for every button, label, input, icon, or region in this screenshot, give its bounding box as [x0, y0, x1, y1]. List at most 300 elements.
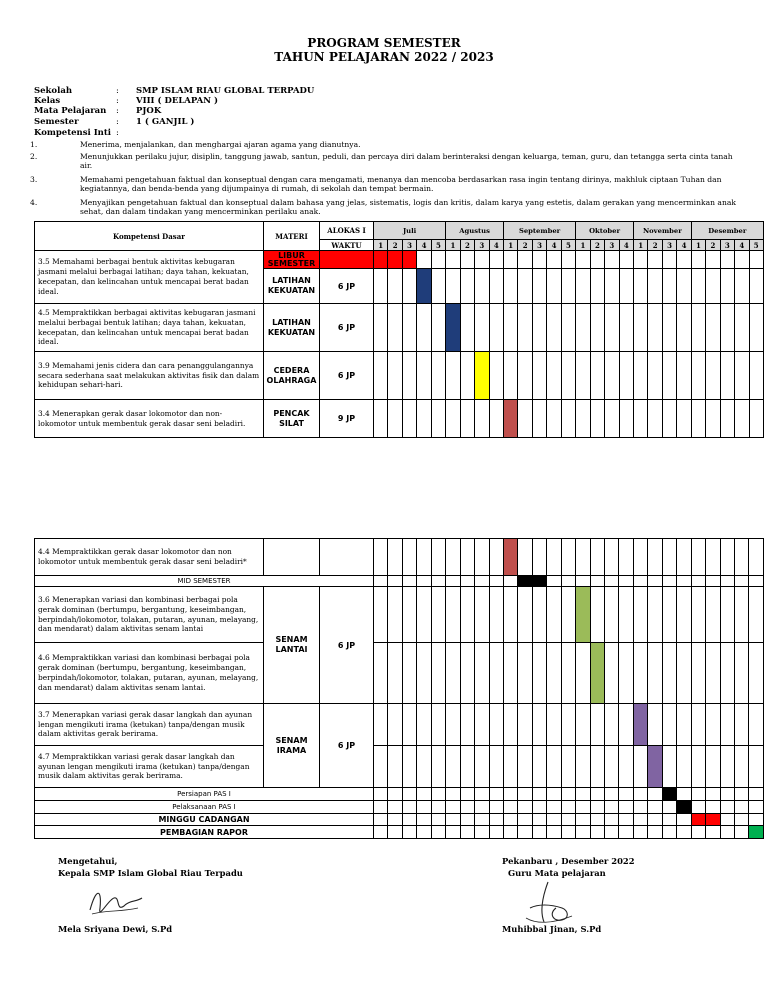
week-cell: [532, 788, 546, 801]
week-cell: [677, 251, 691, 269]
week-cell: [691, 539, 705, 576]
week-cell: [561, 304, 575, 352]
week-header: 2: [460, 240, 474, 251]
table-row: [35, 400, 764, 438]
week-cell: [475, 352, 489, 400]
week-cell: [431, 400, 445, 438]
alokasi-cell: [320, 539, 374, 576]
signature-right: [518, 878, 578, 928]
week-cell: [475, 539, 489, 576]
week-cell: [720, 269, 734, 304]
week-header: 1: [374, 240, 388, 251]
week-header: 4: [619, 240, 633, 251]
week-cell: [518, 251, 532, 269]
week-cell: [561, 539, 575, 576]
kd-cell: 4.7 Mempraktikkan variasi gerak dasar langkah dan ayunan lengan mengikuti irama (ketukan) tanpa/dengan musik dalam aktivitas gerak berirama.: [35, 746, 264, 788]
week-cell: [388, 251, 402, 269]
week-cell: [734, 788, 748, 801]
alokasi-cell: 9 JP: [320, 400, 374, 438]
week-cell: [677, 746, 691, 788]
week-cell: [735, 400, 749, 438]
week-cell: [547, 801, 561, 814]
week-cell: [677, 643, 691, 704]
week-cell: [503, 704, 517, 746]
info-subject: Mata Pelajaran : PJOK: [34, 106, 162, 116]
week-cell: [662, 400, 676, 438]
week-cell: [402, 400, 416, 438]
week-cell: [749, 251, 763, 269]
week-cell: [619, 801, 633, 814]
week-cell: [489, 251, 503, 269]
week-cell: [734, 826, 748, 839]
week-cell: [532, 704, 546, 746]
week-cell: [547, 704, 561, 746]
week-cell: [677, 801, 691, 814]
week-cell: [489, 576, 503, 587]
week-cell: [460, 704, 474, 746]
week-cell: [576, 576, 590, 587]
week-cell: [734, 539, 748, 576]
week-cell: [460, 269, 474, 304]
table-row: [35, 826, 764, 839]
week-cell: [749, 269, 763, 304]
week-cell: [677, 269, 691, 304]
kd-cell: 4.5 Mempraktikkan berbagai aktivitas kebugaran jasmani melalui berbagai bentuk latihan; daya tahan, kekuatan, kecepatan, dan kelincahan untuk mencapai berat badan ideal.: [35, 304, 264, 352]
week-cell: [633, 801, 647, 814]
week-cell: [460, 400, 474, 438]
week-cell: [706, 826, 720, 839]
week-cell: [749, 788, 763, 801]
week-cell: [417, 304, 431, 352]
week-cell: [648, 801, 662, 814]
week-cell: [503, 539, 517, 576]
week-cell: [547, 400, 561, 438]
week-cell: [590, 788, 604, 801]
week-cell: [460, 746, 474, 788]
libur-alokasi-cell: [320, 251, 374, 269]
libur-semester-cell: LIBUR SEMESTER: [264, 251, 320, 269]
week-cell: [431, 826, 445, 839]
week-cell: [460, 539, 474, 576]
week-cell: [388, 746, 402, 788]
week-cell: [475, 587, 489, 643]
week-cell: [706, 814, 720, 826]
week-cell: [503, 746, 517, 788]
week-cell: [677, 587, 691, 643]
week-cell: [446, 269, 460, 304]
week-header: 2: [388, 240, 402, 251]
week-cell: [561, 352, 575, 400]
week-cell: [619, 400, 633, 438]
week-cell: [619, 704, 633, 746]
table-row: [35, 746, 764, 788]
week-cell: [374, 826, 388, 839]
week-cell: [460, 587, 474, 643]
week-cell: [677, 788, 691, 801]
week-cell: [374, 704, 388, 746]
week-cell: [619, 251, 633, 269]
minggu-cadangan-label: MINGGU CADANGAN: [35, 814, 374, 826]
week-cell: [576, 788, 590, 801]
week-header: 3: [662, 240, 676, 251]
week-cell: [489, 814, 503, 826]
week-cell: [648, 746, 662, 788]
week-cell: [417, 826, 431, 839]
week-cell: [518, 826, 532, 839]
week-cell: [388, 304, 402, 352]
week-cell: [475, 704, 489, 746]
week-cell: [431, 304, 445, 352]
week-cell: [532, 352, 546, 400]
week-cell: [503, 269, 517, 304]
week-cell: [720, 400, 734, 438]
week-cell: [417, 352, 431, 400]
kd-cell: 4.4 Mempraktikkan gerak dasar lokomotor dan non lokomotor untuk membentuk gerak dasar seni beladiri*: [35, 539, 264, 576]
table-row: [35, 814, 764, 826]
week-cell: [374, 814, 388, 826]
week-cell: [374, 539, 388, 576]
month-agustus: Agustus: [446, 222, 504, 240]
week-header: 2: [590, 240, 604, 251]
week-cell: [446, 587, 460, 643]
week-cell: [561, 587, 575, 643]
table-row: [35, 801, 764, 814]
week-cell: [648, 788, 662, 801]
week-cell: [446, 251, 460, 269]
week-cell: [402, 576, 416, 587]
week-cell: [388, 801, 402, 814]
materi-cell: LATIHAN KEKUATAN: [264, 304, 320, 352]
week-cell: [720, 801, 734, 814]
week-cell: [633, 539, 647, 576]
week-cell: [402, 801, 416, 814]
week-cell: [417, 539, 431, 576]
week-cell: [590, 304, 604, 352]
week-header: 4: [417, 240, 431, 251]
week-cell: [662, 269, 676, 304]
week-cell: [489, 746, 503, 788]
week-cell: [489, 643, 503, 704]
week-cell: [706, 352, 720, 400]
week-cell: [648, 826, 662, 839]
week-cell: [388, 643, 402, 704]
week-cell: [547, 788, 561, 801]
week-cell: [648, 539, 662, 576]
alokasi-cell: 6 JP: [320, 269, 374, 304]
week-cell: [605, 704, 619, 746]
week-cell: [489, 539, 503, 576]
week-cell: [431, 587, 445, 643]
week-cell: [402, 587, 416, 643]
week-cell: [532, 251, 546, 269]
week-cell: [374, 251, 388, 269]
week-header: 2: [706, 240, 720, 251]
week-cell: [677, 814, 691, 826]
week-cell: [518, 576, 532, 587]
week-cell: [388, 587, 402, 643]
week-cell: [648, 352, 662, 400]
week-cell: [503, 788, 517, 801]
month-oktober: Oktober: [576, 222, 634, 240]
week-cell: [720, 814, 734, 826]
week-cell: [446, 539, 460, 576]
week-cell: [734, 746, 748, 788]
week-cell: [735, 352, 749, 400]
week-cell: [619, 352, 633, 400]
week-cell: [561, 801, 575, 814]
week-cell: [532, 643, 546, 704]
week-cell: [576, 400, 590, 438]
week-cell: [561, 269, 575, 304]
week-cell: [691, 304, 705, 352]
week-cell: [489, 269, 503, 304]
week-cell: [374, 801, 388, 814]
week-cell: [691, 576, 705, 587]
week-cell: [431, 269, 445, 304]
week-cell: [720, 304, 734, 352]
week-cell: [576, 352, 590, 400]
week-cell: [648, 587, 662, 643]
week-cell: [720, 539, 734, 576]
week-cell: [706, 400, 720, 438]
week-cell: [662, 304, 676, 352]
week-cell: [547, 587, 561, 643]
table-row: [35, 643, 764, 704]
week-header: 2: [648, 240, 662, 251]
week-cell: [388, 352, 402, 400]
week-cell: [619, 826, 633, 839]
week-cell: [489, 788, 503, 801]
week-cell: [503, 352, 517, 400]
week-cell: [691, 251, 705, 269]
week-header: 5: [431, 240, 445, 251]
month-september: September: [503, 222, 575, 240]
week-cell: [734, 814, 748, 826]
week-cell: [489, 704, 503, 746]
week-cell: [503, 576, 517, 587]
week-cell: [503, 643, 517, 704]
week-cell: [446, 400, 460, 438]
week-cell: [691, 826, 705, 839]
alokasi-cell: 6 JP: [320, 352, 374, 400]
week-cell: [634, 269, 648, 304]
week-cell: [518, 269, 532, 304]
week-cell: [749, 704, 763, 746]
week-cell: [518, 304, 532, 352]
week-cell: [706, 269, 720, 304]
week-header: 5: [561, 240, 575, 251]
week-cell: [605, 801, 619, 814]
week-cell: [475, 814, 489, 826]
week-cell: [417, 400, 431, 438]
week-cell: [576, 814, 590, 826]
week-cell: [619, 814, 633, 826]
week-cell: [475, 826, 489, 839]
week-cell: [691, 788, 705, 801]
week-header: 1: [634, 240, 648, 251]
week-cell: [489, 826, 503, 839]
week-cell: [431, 746, 445, 788]
table-row: [35, 704, 764, 746]
week-cell: [619, 587, 633, 643]
week-cell: [402, 352, 416, 400]
week-cell: [518, 814, 532, 826]
week-cell: [576, 704, 590, 746]
month-desember: Desember: [691, 222, 763, 240]
week-cell: [460, 826, 474, 839]
week-header: 3: [720, 240, 734, 251]
week-cell: [706, 704, 720, 746]
week-cell: [561, 746, 575, 788]
week-cell: [561, 251, 575, 269]
week-cell: [590, 704, 604, 746]
week-cell: [662, 643, 676, 704]
week-cell: [749, 352, 763, 400]
week-cell: [633, 587, 647, 643]
week-cell: [431, 801, 445, 814]
week-cell: [648, 814, 662, 826]
week-cell: [460, 643, 474, 704]
week-header: 3: [605, 240, 619, 251]
week-cell: [605, 788, 619, 801]
week-cell: [735, 304, 749, 352]
week-cell: [417, 746, 431, 788]
week-cell: [402, 269, 416, 304]
week-cell: [388, 539, 402, 576]
week-cell: [532, 269, 546, 304]
kd-cell: 3.9 Memahami jenis cidera dan cara penanggulangannya secara sederhana saat melakukan aktivitas fisik dan dalam kehidupan sehari-hari.: [35, 352, 264, 400]
week-cell: [532, 814, 546, 826]
week-cell: [590, 746, 604, 788]
week-cell: [619, 788, 633, 801]
ki-item-1: 1. Menerima, menjalankan, dan menghargai ajaran agama yang dianutnya.: [30, 140, 361, 149]
week-cell: [561, 400, 575, 438]
kd-cell: 3.4 Menerapkan gerak dasar lokomotor dan non-lokomotor untuk membentuk gerak dasar seni beladiri.: [35, 400, 264, 438]
week-cell: [374, 643, 388, 704]
week-cell: [561, 643, 575, 704]
week-cell: [720, 576, 734, 587]
week-cell: [720, 643, 734, 704]
week-cell: [749, 539, 763, 576]
week-cell: [677, 826, 691, 839]
week-cell: [590, 251, 604, 269]
table-row: [35, 539, 764, 576]
week-cell: [547, 304, 561, 352]
week-cell: [677, 704, 691, 746]
week-cell: [431, 704, 445, 746]
week-cell: [402, 704, 416, 746]
week-cell: [749, 587, 763, 643]
week-cell: [605, 539, 619, 576]
week-cell: [648, 704, 662, 746]
week-cell: [605, 304, 619, 352]
week-cell: [561, 814, 575, 826]
week-cell: [532, 400, 546, 438]
week-cell: [402, 746, 416, 788]
week-cell: [518, 352, 532, 400]
week-cell: [388, 400, 402, 438]
week-cell: [561, 704, 575, 746]
header-alokasi: ALOKAS I: [320, 222, 374, 240]
week-cell: [475, 801, 489, 814]
week-cell: [749, 304, 763, 352]
sig-right-name: Muhibbal Jinan, S.Pd: [502, 924, 602, 934]
week-cell: [518, 587, 532, 643]
week-cell: [619, 643, 633, 704]
month-juli: Juli: [374, 222, 446, 240]
week-cell: [532, 826, 546, 839]
week-cell: [489, 400, 503, 438]
week-cell: [489, 352, 503, 400]
sig-right-line1: Pekanbaru , Desember 2022: [502, 856, 635, 866]
week-cell: [691, 643, 705, 704]
week-cell: [374, 576, 388, 587]
week-cell: [691, 352, 705, 400]
week-cell: [590, 826, 604, 839]
week-cell: [446, 814, 460, 826]
pelaksanaan-pas-label: Pelaksanaan PAS I: [35, 801, 374, 814]
week-header: 3: [402, 240, 416, 251]
ki-item-4: 4. Menyajikan pengetahuan faktual dan konseptual dalam bahasa yang jelas, sistematis, logis dan kritis, dalam karya yang estetis, dalam gerakan yang mencerminkan anak sehat, dan dalam tindakan yang mencerminkan perilaku anak.: [30, 198, 736, 217]
week-cell: [475, 304, 489, 352]
week-cell: [662, 539, 676, 576]
week-cell: [720, 826, 734, 839]
week-cell: [446, 576, 460, 587]
week-cell: [431, 576, 445, 587]
week-cell: [590, 643, 604, 704]
week-cell: [374, 746, 388, 788]
week-cell: [402, 788, 416, 801]
week-cell: [749, 576, 763, 587]
week-cell: [446, 352, 460, 400]
week-cell: [489, 801, 503, 814]
week-cell: [475, 643, 489, 704]
week-cell: [547, 269, 561, 304]
week-cell: [388, 814, 402, 826]
info-semester: Semester : 1 ( GANJIL ): [34, 117, 195, 127]
doc-subtitle: TAHUN PELAJARAN 2022 / 2023: [274, 50, 494, 64]
week-cell: [446, 304, 460, 352]
week-cell: [475, 251, 489, 269]
week-cell: [633, 746, 647, 788]
week-cell: [706, 788, 720, 801]
week-cell: [720, 251, 734, 269]
week-cell: [749, 643, 763, 704]
week-cell: [446, 704, 460, 746]
week-cell: [590, 801, 604, 814]
doc-title: PROGRAM SEMESTER: [307, 36, 461, 50]
week-cell: [460, 801, 474, 814]
week-cell: [518, 400, 532, 438]
week-cell: [518, 788, 532, 801]
week-cell: [561, 826, 575, 839]
week-cell: [561, 788, 575, 801]
kd-cell: 3.5 Memahami berbagai bentuk aktivitas kebugaran jasmani melalui berbagai latihan; daya tahan, kekuatan, kecepatan, dan kelincahan untuk mencapai berat badan ideal.: [35, 251, 264, 304]
week-cell: [374, 304, 388, 352]
week-cell: [518, 746, 532, 788]
week-cell: [374, 400, 388, 438]
week-cell: [374, 352, 388, 400]
sig-left-name: Mela Sriyana Dewi, S.Pd: [58, 924, 173, 934]
week-cell: [749, 746, 763, 788]
week-cell: [489, 587, 503, 643]
materi-cell: [264, 539, 320, 576]
week-cell: [518, 643, 532, 704]
week-header: 4: [735, 240, 749, 251]
week-cell: [691, 400, 705, 438]
week-cell: [446, 826, 460, 839]
week-cell: [648, 251, 662, 269]
